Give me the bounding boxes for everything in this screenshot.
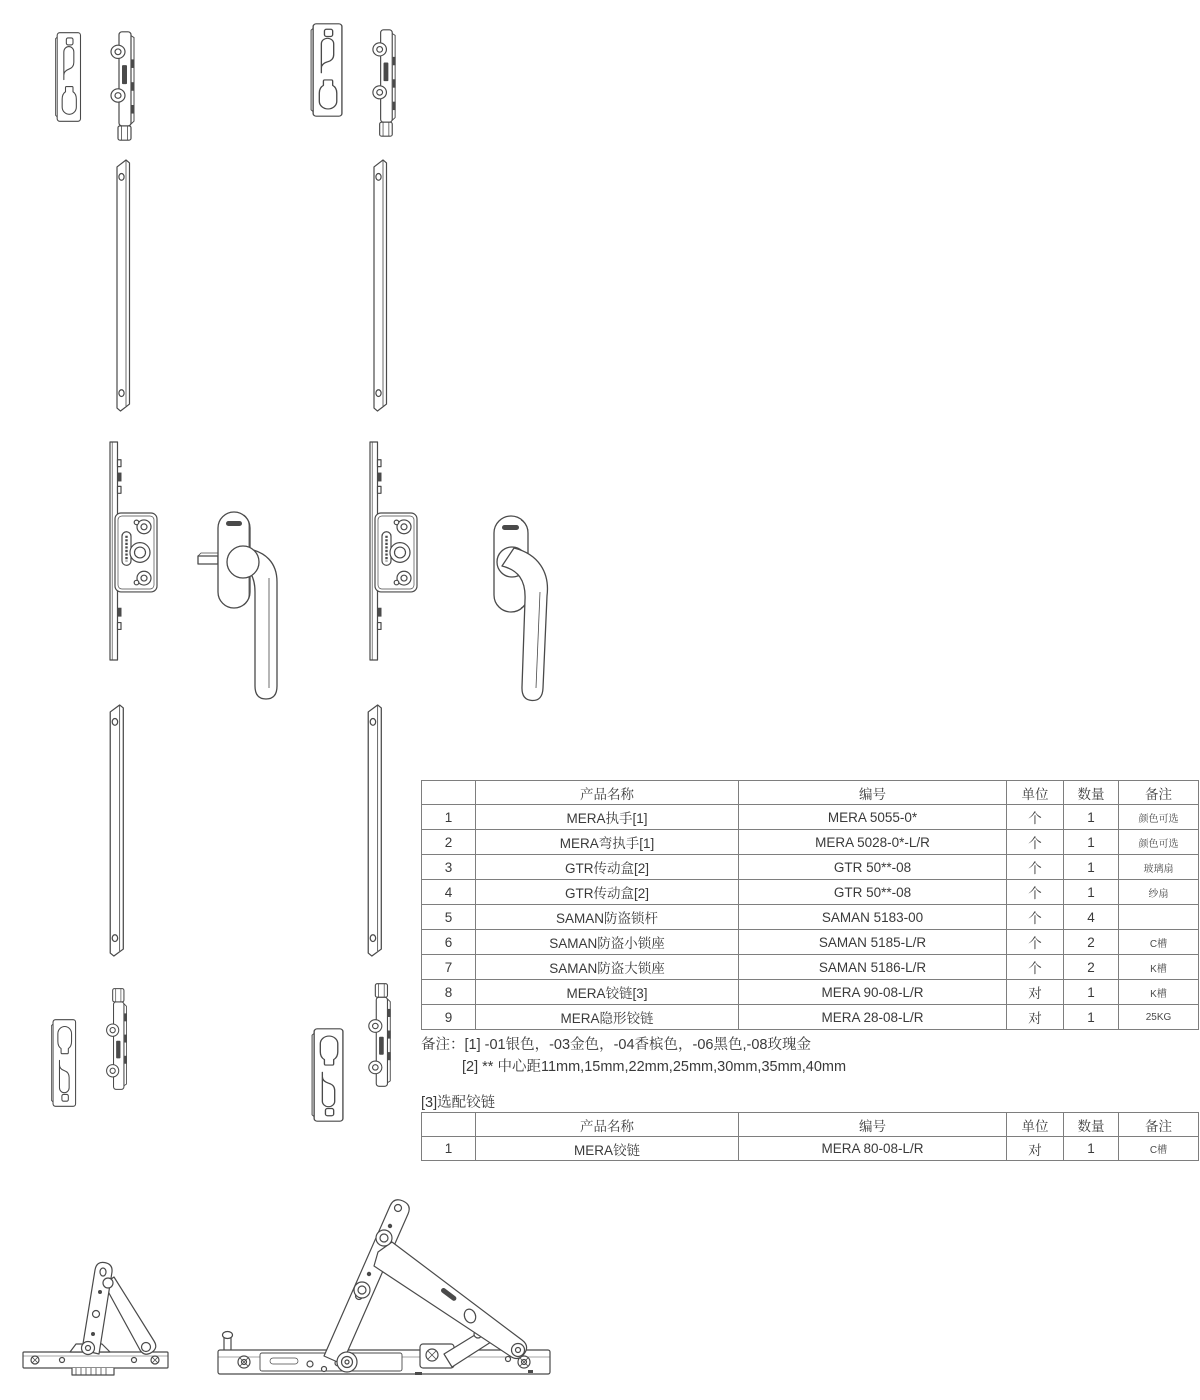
table-cell: MERA 5028-0*-L/R xyxy=(739,830,1007,855)
table-cell: 纱扇 xyxy=(1119,880,1199,905)
diagram-lock-rod-4 xyxy=(363,702,386,958)
table-row xyxy=(422,830,1199,855)
table-cell: C槽 xyxy=(1119,930,1199,955)
column-header xyxy=(422,1113,476,1137)
table-cell: 个 xyxy=(1007,830,1064,855)
table-cell: SAMAN防盗锁杆 xyxy=(476,905,739,930)
table-cell: 颜色可选 xyxy=(1119,805,1199,830)
diagram-large-keeper-plate-top xyxy=(308,22,345,118)
table-row xyxy=(422,905,1199,930)
table-cell: 1 xyxy=(1064,805,1119,830)
table-row xyxy=(422,1137,1199,1161)
diagram-gearbox-screen-sash xyxy=(358,440,418,662)
table-cell: 1 xyxy=(1064,980,1119,1005)
table-cell: 1 xyxy=(422,805,476,830)
table-cell: MERA 5055-0* xyxy=(739,805,1007,830)
diagram-small-keeper-plate-bottom xyxy=(49,1018,78,1108)
table-cell: 1 xyxy=(1064,855,1119,880)
diagram-gearbox-glass-sash xyxy=(98,440,158,662)
table-cell: 2 xyxy=(1064,930,1119,955)
table-cell: 6 xyxy=(422,930,476,955)
table-cell: 4 xyxy=(422,880,476,905)
column-header: 产品名称 xyxy=(476,781,739,805)
column-header: 备注 xyxy=(1119,1113,1199,1137)
table-cell: GTR 50**-08 xyxy=(739,880,1007,905)
footnote-line-2 xyxy=(421,1056,846,1078)
diagram-large-keeper-side-top xyxy=(370,27,399,139)
table-cell: SAMAN 5183-00 xyxy=(739,905,1007,930)
table-cell xyxy=(1119,905,1199,930)
column-header: 单位 xyxy=(1007,1113,1064,1137)
table-cell: K槽 xyxy=(1119,980,1199,1005)
table-row xyxy=(422,955,1199,980)
table-cell: 玻璃扇 xyxy=(1119,855,1199,880)
column-header: 数量 xyxy=(1064,1113,1119,1137)
table-cell: SAMAN防盗小锁座 xyxy=(476,930,739,955)
table-cell: 对 xyxy=(1007,980,1064,1005)
footnote-text-2: [2] ** 中心距11mm,15mm,22mm,25mm,30mm,35mm,40mm xyxy=(462,1059,847,1075)
diagram-large-keeper-plate-bottom xyxy=(309,1027,346,1123)
table-row xyxy=(422,855,1199,880)
table-cell: 颜色可选 xyxy=(1119,830,1199,855)
table-cell: 1 xyxy=(1064,830,1119,855)
table-cell: SAMAN 5186-L/R xyxy=(739,955,1007,980)
column-header: 单位 xyxy=(1007,781,1064,805)
table-cell: C槽 xyxy=(1119,1137,1199,1161)
table-cell: 个 xyxy=(1007,855,1064,880)
table-cell: 5 xyxy=(422,905,476,930)
table-row xyxy=(422,980,1199,1005)
column-header xyxy=(422,781,476,805)
table-header-row xyxy=(422,781,1199,805)
column-header: 产品名称 xyxy=(476,1113,739,1137)
column-header: 编号 xyxy=(739,781,1007,805)
table-cell: 7 xyxy=(422,955,476,980)
table-cell: GTR传动盒[2] xyxy=(476,855,739,880)
table-cell: 个 xyxy=(1007,805,1064,830)
diagram-small-keeper-side-bottom xyxy=(104,986,130,1092)
table-cell: 1 xyxy=(422,1137,476,1161)
table-row xyxy=(422,805,1199,830)
table-cell: K槽 xyxy=(1119,955,1199,980)
table-cell: 25KG xyxy=(1119,1005,1199,1030)
footnote-label: 备注： xyxy=(421,1037,465,1053)
parts-table xyxy=(421,780,1199,1030)
table-cell: 对 xyxy=(1007,1005,1064,1030)
diagram-lock-rod-3 xyxy=(105,702,128,958)
diagram-large-keeper-side-bottom xyxy=(366,981,394,1089)
table-cell: MERA隐形铰链 xyxy=(476,1005,739,1030)
table-row xyxy=(422,930,1199,955)
table-cell: SAMAN防盗大锁座 xyxy=(476,955,739,980)
table-cell: GTR 50**-08 xyxy=(739,855,1007,880)
optional-hinge-table xyxy=(421,1112,1199,1161)
table-cell: GTR传动盒[2] xyxy=(476,880,739,905)
table-cell: MERA 80-08-L/R xyxy=(739,1137,1007,1161)
table-cell: 个 xyxy=(1007,905,1064,930)
table-cell: MERA弯执手[1] xyxy=(476,830,739,855)
table-cell: 2 xyxy=(1064,955,1119,980)
column-header: 备注 xyxy=(1119,781,1199,805)
diagram-small-keeper-plate-top xyxy=(53,31,83,123)
column-header: 编号 xyxy=(739,1113,1007,1137)
table-header-row xyxy=(422,1113,1199,1137)
diagram-handle-straight xyxy=(196,506,296,706)
table-cell: 个 xyxy=(1007,880,1064,905)
diagram-handle-curved xyxy=(490,512,562,717)
diagram-lock-rod-2 xyxy=(369,157,391,413)
table-cell: 个 xyxy=(1007,930,1064,955)
table-cell: 对 xyxy=(1007,1137,1064,1161)
table-cell: 4 xyxy=(1064,905,1119,930)
table-cell: MERA 28-08-L/R xyxy=(739,1005,1007,1030)
diagram-hinge-large xyxy=(212,1192,557,1397)
table-cell: MERA 90-08-L/R xyxy=(739,980,1007,1005)
table-cell: MERA执手[1] xyxy=(476,805,739,830)
diagram-small-keeper-side-top xyxy=(108,29,138,143)
table-cell: MERA铰链 xyxy=(476,1137,739,1161)
diagram-hinge-small xyxy=(22,1250,170,1386)
table-cell: 1 xyxy=(1064,1137,1119,1161)
table-cell: 1 xyxy=(1064,880,1119,905)
table-cell: MERA铰链[3] xyxy=(476,980,739,1005)
table-cell: 9 xyxy=(422,1005,476,1030)
table-cell: 8 xyxy=(422,980,476,1005)
optional-hinge-label: [3]选配铰链 xyxy=(421,1095,496,1111)
table-cell: 2 xyxy=(422,830,476,855)
table-cell: SAMAN 5185-L/R xyxy=(739,930,1007,955)
table-cell: 个 xyxy=(1007,955,1064,980)
column-header: 数量 xyxy=(1064,781,1119,805)
table-cell: 1 xyxy=(1064,1005,1119,1030)
footnote-line-1 xyxy=(421,1034,846,1056)
footnotes xyxy=(421,1034,846,1078)
footnote-text-1: [1] -01银色，-03金色，-04香槟色，-06黑色,-08玫瑰金 xyxy=(464,1037,811,1053)
table-row xyxy=(422,1005,1199,1030)
table-cell: 3 xyxy=(422,855,476,880)
table-row xyxy=(422,880,1199,905)
diagram-lock-rod-1 xyxy=(112,157,134,413)
